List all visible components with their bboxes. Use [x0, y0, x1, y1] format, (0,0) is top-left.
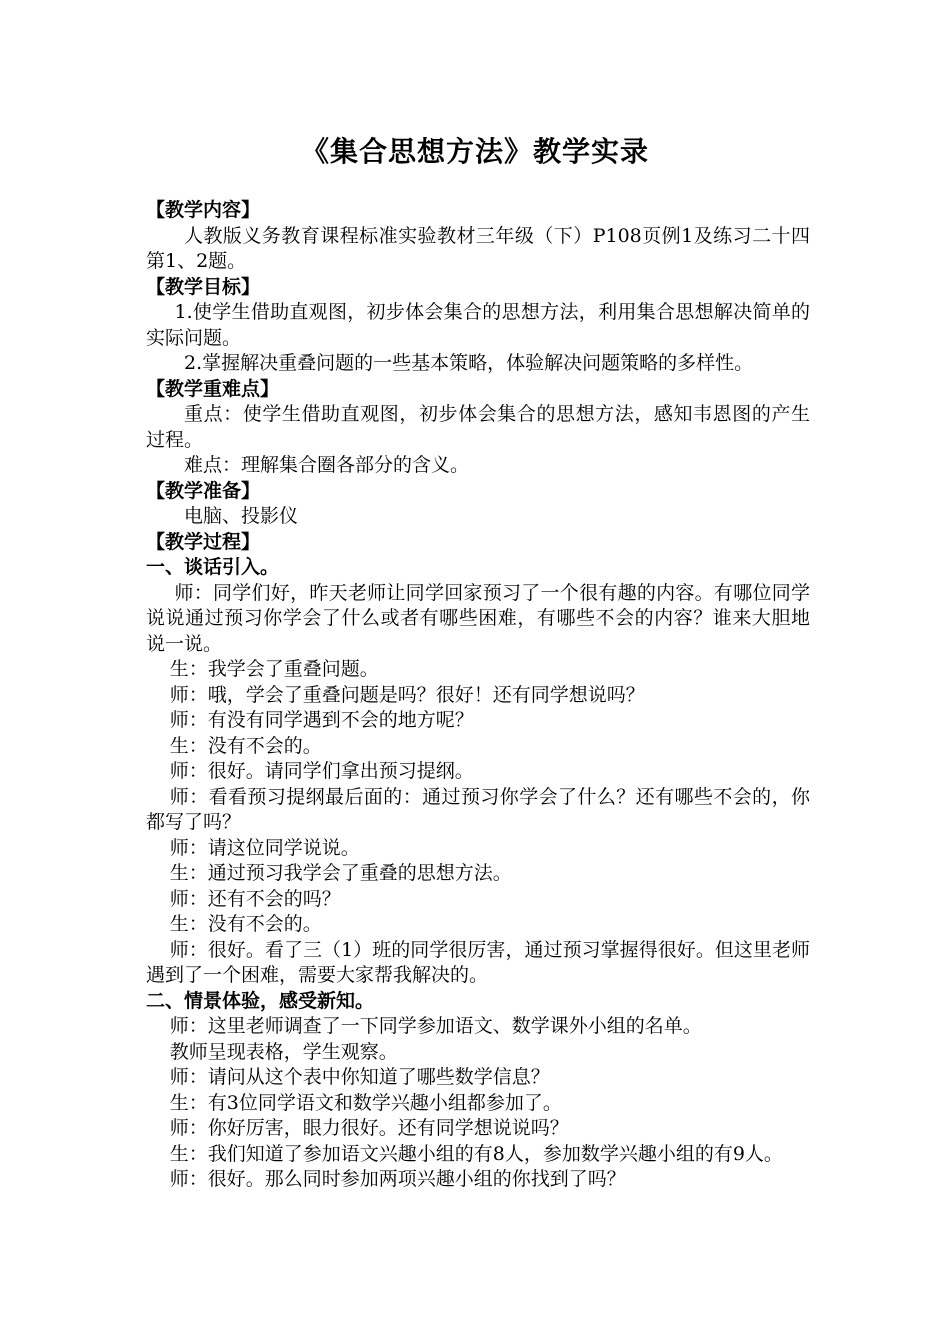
document-body	[146, 198, 810, 1193]
section-heading: 【教学目标】	[146, 275, 261, 298]
paragraph: 师：请问从这个表中你知道了哪些数学信息？	[169, 1066, 550, 1088]
paragraph: 生：没有不会的。	[169, 913, 322, 935]
paragraph: 电脑、投影仪	[184, 505, 299, 527]
paragraph: 1.使学生借助直观图，初步体会集合的思想方法，利用集合思想解决简单的实际问题。	[146, 301, 810, 349]
paragraph: 难点：理解集合圈各部分的含义。	[184, 454, 470, 476]
paragraph: 生：我学会了重叠问题。	[169, 658, 379, 680]
subsection-heading: 二、情景体验，感受新知。	[146, 989, 375, 1012]
section-heading: 【教学内容】	[146, 199, 261, 221]
paragraph: 师：看看预习提纲最后面的：通过预习你学会了什么？还有哪些不会的，你都写了吗？	[146, 785, 810, 833]
paragraph: 生：通过预习我学会了重叠的思想方法。	[169, 862, 512, 884]
document-title: 《集合思想方法》教学实录	[300, 135, 649, 168]
subsection-heading: 一、谈话引入。	[146, 556, 280, 578]
section-heading: 【教学重难点】	[146, 377, 280, 400]
paragraph: 教师呈现表格，学生观察。	[169, 1040, 398, 1063]
paragraph: 生：没有不会的。	[169, 734, 322, 757]
paragraph: 师：这里老师调查了一下同学参加语文、数学课外小组的名单。	[169, 1015, 702, 1037]
section-heading: 【教学过程】	[146, 530, 261, 553]
paragraph: 2.掌握解决重叠问题的一些基本策略，体验解决问题策略的多样性。	[184, 352, 754, 374]
paragraph: 师：还有不会的吗？	[169, 887, 341, 910]
paragraph: 师：请这位同学说说。	[169, 836, 360, 859]
section-heading: 【教学准备】	[146, 479, 261, 502]
paragraph: 师：你好厉害，眼力很好。还有同学想说说吗？	[169, 1117, 569, 1139]
paragraph: 生：有3位同学语文和数学兴趣小组都参加了。	[169, 1091, 562, 1114]
paragraph: 生：我们知道了参加语文兴趣小组的有8人，参加数学兴趣小组的有9人。	[169, 1142, 783, 1165]
paragraph: 人教版义务教育课程标准实验教材三年级（下）P108页例1及练习二十四第1、2题。	[146, 224, 810, 272]
paragraph: 师：同学们好，昨天老师让同学回家预习了一个很有趣的内容。有哪位同学说说通过预习你学会了什么或者有哪些困难，有哪些不会的内容？谁来大胆地说一说。	[146, 581, 810, 655]
paragraph: 师：有没有同学遇到不会的地方呢？	[169, 709, 474, 731]
paragraph: 师：很好。那么同时参加两项兴趣小组的你找到了吗？	[169, 1168, 626, 1190]
paragraph: 重点：使学生借助直观图，初步体会集合的思想方法，感知韦恩图的产生过程。	[146, 403, 810, 451]
paragraph: 师：哦，学会了重叠问题是吗？很好！还有同学想说吗？	[169, 683, 645, 706]
paragraph: 师：很好。看了三（1）班的同学很厉害，通过预习掌握得很好。但这里老师遇到了一个困难，需要大家帮我解决的。	[146, 938, 810, 986]
paragraph: 师：很好。请同学们拿出预习提纲。	[169, 760, 474, 782]
